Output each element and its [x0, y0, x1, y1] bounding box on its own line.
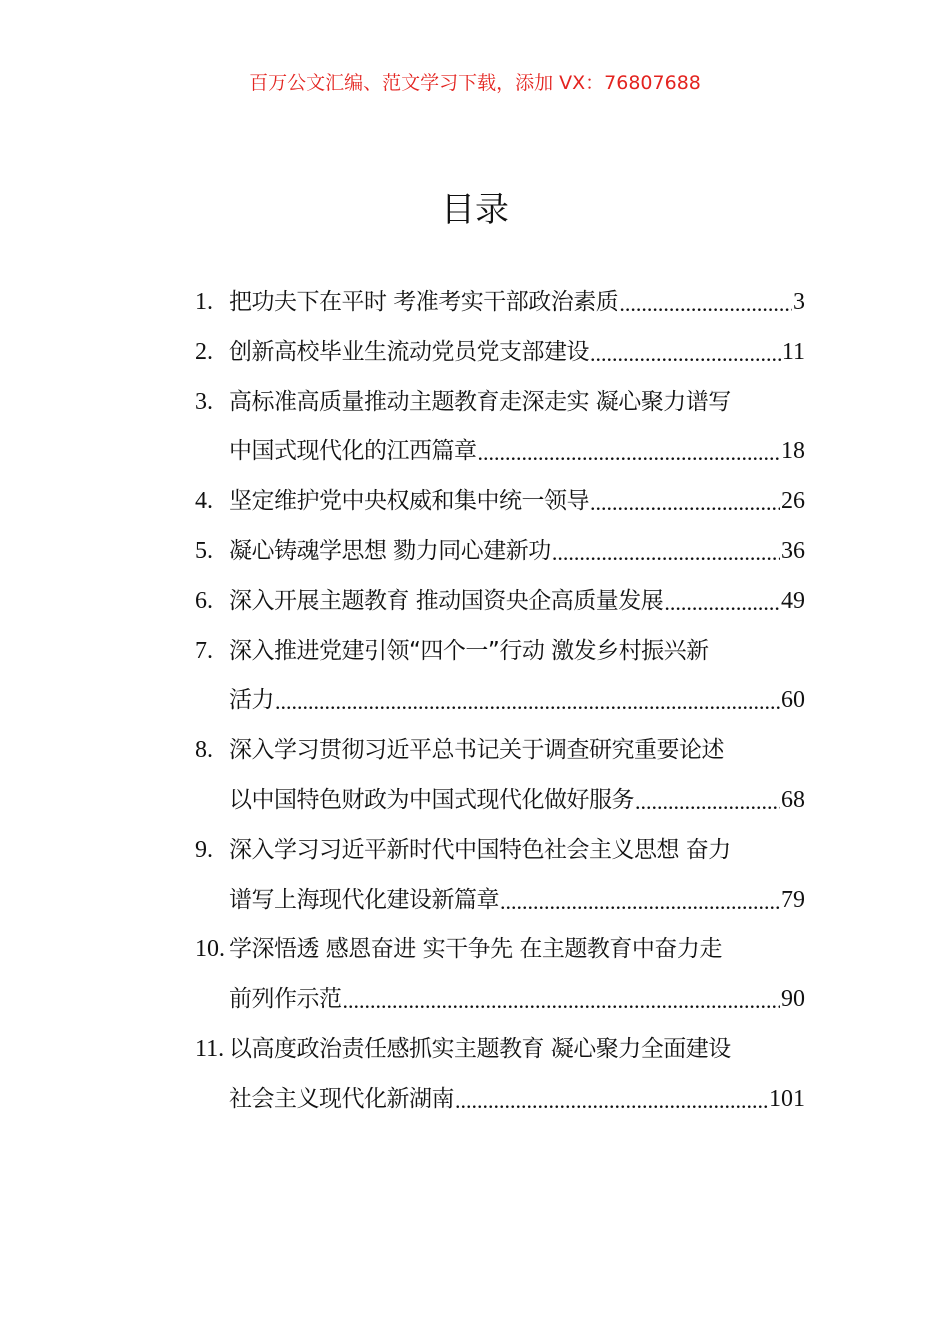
- dot-leader: [619, 291, 792, 317]
- toc-entry-line[interactable]: [195, 636, 805, 666]
- toc-entry-line[interactable]: [195, 486, 805, 516]
- toc-entry-line[interactable]: [195, 1084, 805, 1114]
- entry-title: 深入开展主题教育 推动国资央企高质量发展: [229, 588, 664, 614]
- entry-number: 4.: [195, 488, 213, 514]
- page-number: 101: [769, 1086, 805, 1112]
- toc-entry-line[interactable]: [195, 287, 805, 317]
- dot-leader: [590, 341, 781, 367]
- dot-leader: [275, 689, 780, 715]
- entry-number: 11.: [195, 1036, 225, 1062]
- entry-number: 5.: [195, 538, 213, 564]
- toc-entry-line[interactable]: [195, 835, 805, 865]
- entry-number: 10.: [195, 936, 225, 962]
- toc-entry-line[interactable]: [195, 337, 805, 367]
- entry-title: 创新高校毕业生流动党员党支部建设: [229, 339, 589, 365]
- entry-number: 7.: [195, 638, 213, 664]
- entry-title: 深入学习贯彻习近平总书记关于调查研究重要论述: [229, 737, 724, 763]
- toc-entry-line[interactable]: [195, 735, 805, 765]
- dot-leader: [478, 440, 781, 466]
- dot-leader: [590, 490, 780, 516]
- toc-entry-line[interactable]: [195, 785, 805, 815]
- entry-title: 以中国特色财政为中国式现代化做好服务: [229, 787, 634, 813]
- entry-title: 中国式现代化的江西篇章: [229, 438, 477, 464]
- entry-number: 3.: [195, 389, 213, 415]
- toc-entry-line[interactable]: [195, 387, 805, 417]
- dot-leader: [455, 1088, 768, 1114]
- entry-title: 谱写上海现代化建设新篇章: [229, 887, 499, 913]
- entry-title: 社会主义现代化新湖南: [229, 1086, 454, 1112]
- entry-title: 深入推进党建引领“四个一”行动 激发乡村振兴新: [229, 638, 709, 664]
- entry-title: 高标准高质量推动主题教育走深走实 凝心聚力谱写: [229, 389, 731, 415]
- entry-title: 深入学习习近平新时代中国特色社会主义思想 奋力: [229, 837, 731, 863]
- page-number: 79: [781, 887, 805, 913]
- entry-number: 1.: [195, 289, 213, 315]
- entry-title: 以高度政治责任感抓实主题教育 凝心聚力全面建设: [229, 1036, 731, 1062]
- page-number: 36: [781, 538, 805, 564]
- page-number: 18: [781, 438, 805, 464]
- entry-title: 坚定维护党中央权威和集中统一领导: [229, 488, 589, 514]
- entry-number: 6.: [195, 588, 213, 614]
- entry-number: 8.: [195, 737, 213, 763]
- dot-leader: [664, 590, 780, 616]
- entry-number: 9.: [195, 837, 213, 863]
- page-number: 26: [781, 488, 805, 514]
- page-number: 90: [781, 986, 805, 1012]
- toc-entry-line[interactable]: [195, 1034, 805, 1064]
- dot-leader: [552, 540, 780, 566]
- page-number: 68: [781, 787, 805, 813]
- entry-title: 前列作示范: [229, 986, 342, 1012]
- toc-entry-line[interactable]: [195, 885, 805, 915]
- entry-title: 凝心铸魂学思想 勠力同心建新功: [229, 538, 551, 564]
- toc-entry-line[interactable]: [195, 934, 805, 964]
- entry-title: 把功夫下在平时 考准考实干部政治素质: [229, 289, 619, 315]
- toc-entry-line[interactable]: [195, 984, 805, 1014]
- page-title: 目录: [441, 190, 509, 230]
- dot-leader: [635, 789, 780, 815]
- toc-entry-line[interactable]: [195, 536, 805, 566]
- page-number: 11: [781, 339, 805, 365]
- dot-leader: [343, 988, 781, 1014]
- toc-entry-line[interactable]: [195, 685, 805, 715]
- page-number: 60: [781, 687, 805, 713]
- toc-entry-line[interactable]: [195, 586, 805, 616]
- toc-entry-line[interactable]: [195, 436, 805, 466]
- entry-number: 2.: [195, 339, 213, 365]
- watermark-header: 百万公文汇编、范文学习下载，添加 VX：76807688: [249, 72, 701, 94]
- page-number: 49: [781, 588, 805, 614]
- entry-title: 活力: [229, 687, 274, 713]
- dot-leader: [500, 889, 780, 915]
- page-number: 3: [793, 289, 805, 315]
- entry-title: 学深悟透 感恩奋进 实干争先 在主题教育中奋力走: [229, 936, 722, 962]
